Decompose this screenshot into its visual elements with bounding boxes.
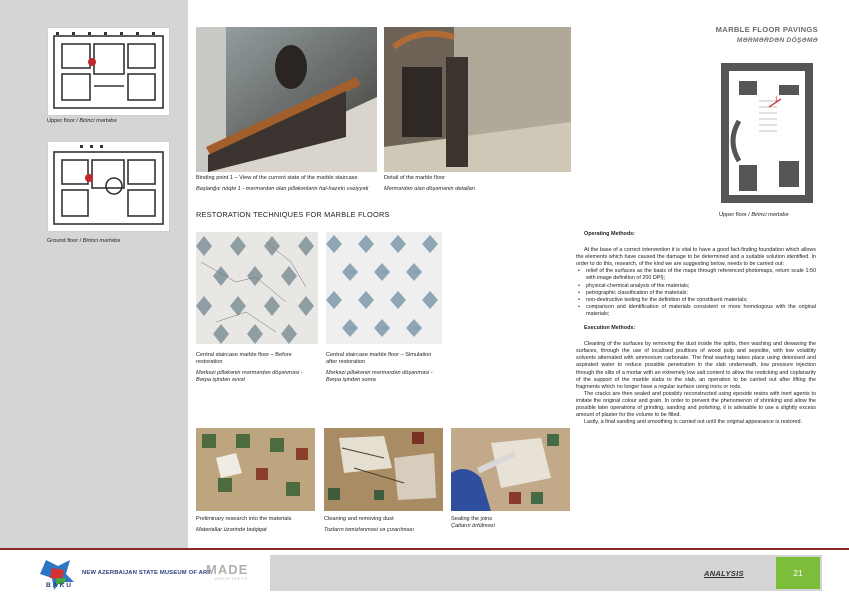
bullet-item: • comparison and identification of materials consistent or more homologous with the original materials; (578, 303, 816, 317)
page-title: MARBLE FLOOR PAVINGS (715, 25, 818, 34)
execution-paragraph-1: Cleaning of the surfaces by removing the dust inside the splits, then washing and dewaxing the surfaces, through the use of localised poultices of wood pulp and sepiolite, with low volatility solvents alternated with ammonium carbonate. The final washing takes place using deionised and aspirated water to reduce possible penetration in the slab underneath, low pressure injection through the slits of a mortar with an extremely low salt content to allow the resticking and coplanarity of the support of the marble slabs to the slab, an operation to be carried out after lifting the fragments which no longer have a regular surface using irons or rods. (576, 341, 816, 390)
floor-before-photo (196, 232, 318, 344)
page-subtitle: MƏRMƏRDƏN DÖŞƏMƏ (736, 37, 818, 44)
made-logo: MADE (206, 562, 249, 577)
body-text (576, 231, 816, 433)
bullet-item: • relief of the surfaces as the basis of the maps through referenced photomaps, return scale 1:50 with image definition of 200 DPI); (578, 268, 816, 282)
ground-floor-plan (47, 141, 170, 232)
operating-intro: At the base of a correct intervention it is vital to have a good fact-finding foundation which allows the elements which have caused the damage to be determined and a suitable solution identified. In order to do this, research, of the kind we are suggesting below, needs to be carried out: (576, 247, 816, 268)
section-title: RESTORATION TECHNIQUES FOR MARBLE FLOORS (196, 210, 390, 219)
svg-text:1: 1 (775, 97, 779, 103)
research-photo (196, 428, 315, 511)
bullet-item: • physical-chemical analysis of the materials; (578, 282, 690, 289)
upper-floor-plan (47, 27, 170, 116)
museum-name: NEW AZERBAIJAN STATE MUSEUM OF ART (82, 570, 212, 576)
execution-heading: Execution Methods: (584, 325, 636, 332)
marble-detail-photo (384, 27, 571, 172)
museum-logo-icon (36, 556, 80, 596)
city-label: BAKU (46, 582, 74, 589)
staircase-caption: Binding point 1 – View of the current state of the marble staircase Başlanğıc nöqtə 1 - mərmərdən olan pilləkənlərin hal-hazırkı vəziyyəti (196, 175, 369, 192)
staircase-photo (196, 27, 377, 172)
right-floor-plan (719, 61, 815, 207)
made-logo-sub: ARCHITECTS (215, 577, 248, 581)
ground-floor-caption: Ground floor / Birinci mərtəbə (47, 238, 121, 244)
after-caption: Central staircase marble floor – Simulation after restoration Mərkəzi pilləkənin mərmərdən döşənməsi - Bərpa işindən sonra (326, 352, 433, 383)
sealing-photo (451, 428, 570, 511)
detail-caption: Detail of the marble floor Mərmərdən olan döşəmənin detalları (384, 175, 476, 192)
execution-paragraph-3: Lastly, a final sanding and smoothing is carried out until the original appearance is restored. (584, 419, 803, 426)
before-caption: Central staircase marble floor – Before restoration Mərkəzi pilləkənin mərmərdən döşənməsi - Bərpa işindən əvvəl (196, 352, 303, 383)
bullet-item: • non-destructive testing for the definition of the constituent materials; (578, 296, 748, 303)
upper-floor-caption: Upper floor / Birinci mərtəbə (47, 118, 117, 124)
floor-after-photo (326, 232, 442, 344)
page-number: 21 (776, 557, 820, 589)
right-plan-caption: Upper floor / Birinci mərtəbə (719, 212, 789, 218)
bullet-item: • petrographic classification of the materials; (578, 289, 688, 296)
operating-heading: Operating Methods: (584, 231, 635, 237)
section-label: ANALYSIS (704, 569, 744, 578)
sealing-caption: Sealing the joins Çatların örtülməsi (451, 516, 495, 529)
research-caption: Preliminary research into the materials Materiallar üzərində tədqiqat (196, 516, 292, 533)
execution-paragraph-2: The cracks are then sealed and possibly reconstructed using epoxide resins with inert agents to imitate the original colour and grain. In order to prevent the phenomenon of shrinking and allow the possible later operations of grinding, sanding and polishing, it is advisable to use a slightly excess amount of plaster for the volume to be filled. (576, 390, 816, 419)
cleaning-photo (324, 428, 443, 511)
footer (0, 548, 849, 602)
cleaning-caption: Cleaning and removing dust Tozların təmizlənməsi və çıxarılması (324, 516, 414, 533)
